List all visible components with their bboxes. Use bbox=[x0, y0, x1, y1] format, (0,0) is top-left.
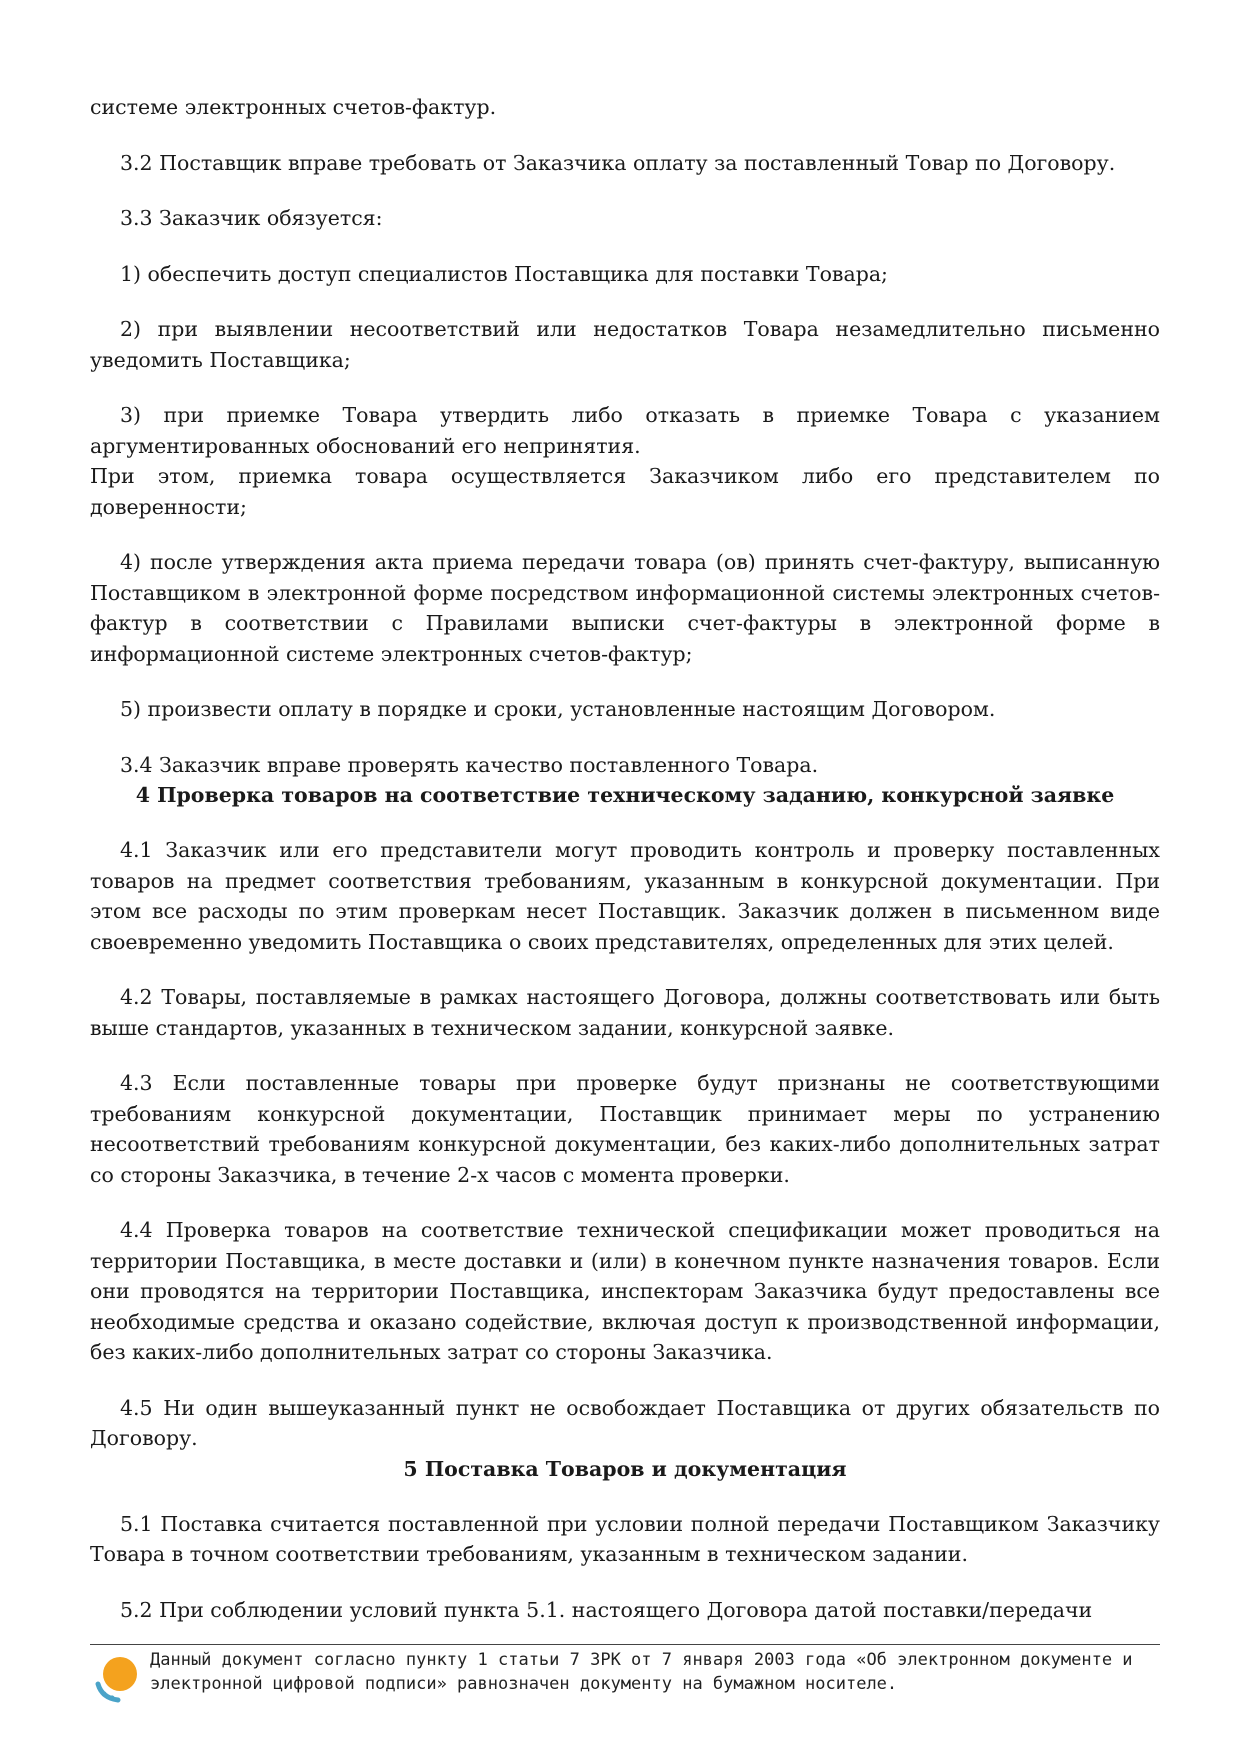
paragraph: 3) при приемке Товара утвердить либо отказать в приемке Товара с указанием аргументированных обоснований его непринятия. bbox=[90, 403, 1160, 458]
footer bbox=[92, 1648, 1160, 1708]
paragraph: 4.4 Проверка товаров на соответствие технической спецификации может проводиться на территории Поставщика, в месте доставки и (или) в конечном пункте назначения товаров. Если они проводятся на территории Поставщика, инспекторам Заказчика будут предоставлены все необходимые средства и оказано содействие, включая доступ к производственной информации, без каких-либо дополнительных затрат со стороны Заказчика. bbox=[90, 1218, 1160, 1364]
paragraph: 5.1 Поставка считается поставленной при условии полной передачи Поставщиком Заказчику Товара в точном соответствии требованиям, указанным в техническом задании. bbox=[90, 1511, 1160, 1566]
paragraph: 3.4 Заказчик вправе проверять качество поставленного Товара. bbox=[120, 752, 819, 777]
paragraph: системе электронных счетов-фактур. bbox=[90, 95, 497, 119]
footer-line: электронной цифровой подписи» равнозначен документу на бумажном носителе. bbox=[150, 1674, 898, 1694]
footer-line: Данный документ согласно пункту 1 статьи 7 ЗРК от 7 января 2003 года «Об электронном документе и bbox=[150, 1650, 1133, 1670]
paragraph: 3.2 Поставщик вправе требовать от Заказчика оплату за поставленный Товар по Договору. bbox=[120, 150, 1116, 175]
paragraph: 2) при выявлении несоответствий или недостатков Товара незамедлительно письменно уведомить Поставщика; bbox=[90, 317, 1160, 372]
paragraph: 3.3 Заказчик обязуется: bbox=[120, 206, 383, 230]
document-body bbox=[90, 92, 1160, 1650]
footer-divider bbox=[90, 1644, 1160, 1645]
paragraph: 5.2 При соблюдении условий пункта 5.1. настоящего Договора датой поставки/передачи bbox=[120, 1597, 1093, 1622]
footer-notice bbox=[150, 1648, 1160, 1696]
paragraph: 1) обеспечить доступ специалистов Поставщика для поставки Товара; bbox=[120, 261, 888, 286]
paragraph: 4.5 Ни один вышеуказанный пункт не освобождает Поставщика от других обязательств по Договору. bbox=[90, 1395, 1160, 1450]
paragraph: При этом, приемка товара осуществляется Заказчиком либо его представителем по доверенности; bbox=[90, 464, 1160, 519]
paragraph: 4.2 Товары, поставляемые в рамках настоящего Договора, должны соответствовать или быть выше стандартов, указанных в техническом задании, конкурсной заявке. bbox=[90, 985, 1160, 1040]
section-heading: 4 Проверка товаров на соответствие техническому заданию, конкурсной заявке bbox=[135, 783, 1115, 807]
paragraph: 4) после утверждения акта приема передачи товара (ов) принять счет-фактуру, выписанную Поставщиком в электронной форме посредством информационной системы электронных счетов-фактур в соответствии с Правилами выписки счет-фактуры в электронной форме в информационной системе электронных счетов-фактур; bbox=[90, 550, 1160, 666]
egov-logo-icon bbox=[92, 1650, 146, 1704]
paragraph: 4.1 Заказчик или его представители могут проводить контроль и проверку поставленных товаров на предмет соответствия требованиям, указанным в конкурсной документации. При этом все расходы по этим проверкам несет Поставщик. Заказчик должен в письменном виде своевременно уведомить Поставщика о своих представителях, определенных для этих целей. bbox=[90, 838, 1160, 954]
paragraph: 5) произвести оплату в порядке и сроки, установленные настоящим Договором. bbox=[120, 697, 996, 721]
section-heading: 5 Поставка Товаров и документация bbox=[403, 1456, 847, 1481]
paragraph: 4.3 Если поставленные товары при проверке будут признаны не соответствующими требованиям конкурсной документации, Поставщик принимает меры по устранению несоответствий требованиям конкурсной документации, без каких-либо дополнительных затрат со стороны Заказчика, в течение 2-х часов с момента проверки. bbox=[90, 1071, 1160, 1187]
